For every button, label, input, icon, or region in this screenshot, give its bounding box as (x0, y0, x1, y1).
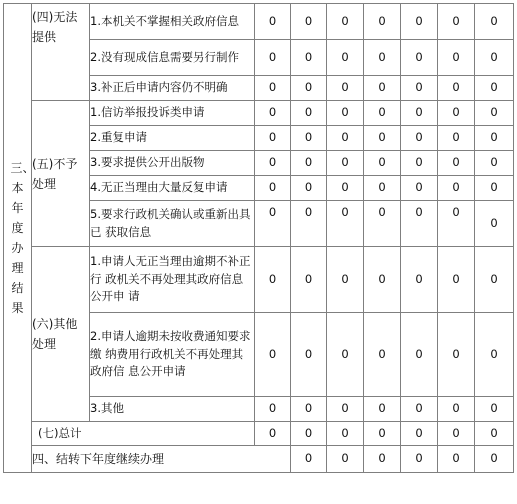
value: 0 (415, 425, 423, 440)
item-cell (90, 40, 255, 76)
item-cell (90, 126, 255, 151)
value-cell (475, 247, 514, 313)
value: 0 (490, 155, 498, 170)
value-cell (327, 446, 364, 473)
value: 0 (452, 49, 460, 64)
value: 0 (378, 105, 386, 120)
value-cell (364, 446, 401, 473)
value-cell (438, 40, 475, 76)
value: 0 (378, 180, 386, 195)
item-text: 5.要求行政机关确认或重新出具已 获取信息 (90, 206, 251, 239)
value-cell (327, 313, 364, 397)
value-cell (364, 101, 401, 126)
value: 0 (415, 130, 423, 145)
value-cell (401, 40, 438, 76)
value-cell (291, 76, 327, 101)
section-four-label: 四、结转下年度继续办理 (32, 451, 165, 466)
value-cell (438, 76, 475, 101)
value: 0 (304, 205, 313, 219)
category-label: (六)其他处理 (32, 317, 78, 351)
value: 0 (304, 180, 313, 195)
item-cell (90, 201, 255, 247)
value: 0 (304, 401, 313, 416)
value-cell (364, 201, 401, 247)
value: 0 (452, 425, 460, 440)
item-text: 4.无正当理由大量反复申请 (90, 180, 228, 195)
item-cell (90, 151, 255, 176)
value: 0 (452, 180, 460, 195)
value: 0 (378, 346, 386, 361)
value-cell (401, 4, 438, 40)
value-cell (364, 151, 401, 176)
category-cell (32, 4, 90, 101)
value-cell (401, 176, 438, 201)
value: 0 (378, 130, 386, 145)
category-label: (四)无法提供 (32, 10, 78, 44)
section-three-text: 三、本年度办理结果 (10, 161, 35, 315)
value: 0 (415, 80, 423, 95)
value: 0 (341, 271, 349, 286)
value-cell (291, 397, 327, 422)
category-cell (32, 247, 90, 422)
value: 0 (268, 271, 277, 286)
value: 0 (415, 346, 423, 361)
value: 0 (415, 13, 423, 28)
value-cell (401, 126, 438, 151)
value: 0 (268, 80, 277, 95)
value-cell (364, 40, 401, 76)
value-cell (475, 101, 514, 126)
value-cell (438, 176, 475, 201)
value: 0 (490, 346, 498, 361)
value-cell (475, 446, 514, 473)
value-cell (327, 422, 364, 446)
item-text: 2.重复申请 (90, 130, 147, 145)
value: 0 (452, 80, 460, 95)
value: 0 (415, 451, 423, 466)
value-cell (401, 201, 438, 247)
value: 0 (490, 451, 498, 466)
value: 0 (304, 271, 313, 286)
value-cell (475, 126, 514, 151)
item-cell (90, 247, 255, 313)
section-three-label (4, 4, 35, 473)
value: 0 (452, 205, 460, 219)
value: 0 (268, 130, 277, 145)
value: 0 (378, 155, 386, 170)
item-text: 3.补正后申请内容仍不明确 (90, 80, 228, 95)
value-cell (291, 101, 327, 126)
value-cell (475, 4, 514, 40)
value: 0 (304, 130, 313, 145)
value-cell (291, 422, 327, 446)
item-cell (90, 397, 255, 422)
value-cell (401, 397, 438, 422)
value-cell (255, 397, 291, 422)
value: 0 (341, 401, 349, 416)
value-cell (327, 40, 364, 76)
value-cell (327, 151, 364, 176)
value: 0 (415, 205, 423, 219)
category-label: (五)不予处理 (32, 156, 78, 191)
value-cell (401, 247, 438, 313)
value-cell (475, 397, 514, 422)
value: 0 (452, 105, 460, 120)
section-four-label-cell (32, 446, 291, 473)
value-cell (255, 4, 291, 40)
value: 0 (378, 49, 386, 64)
value-cell (255, 101, 291, 126)
value: 0 (304, 105, 313, 120)
value: 0 (415, 49, 423, 64)
category-cell (32, 101, 90, 247)
value: 0 (490, 130, 498, 145)
value: 0 (452, 401, 460, 416)
value: 0 (378, 205, 386, 219)
item-text: 2.申请人逾期未按收费通知要求缴 纳费用行政机关不再处理其政府信 息公开申请 (90, 328, 251, 379)
value: 0 (341, 180, 349, 195)
value: 0 (415, 180, 423, 195)
value: 0 (452, 451, 460, 466)
value-cell (291, 126, 327, 151)
value-cell (291, 151, 327, 176)
value-cell (438, 4, 475, 40)
value-cell (438, 313, 475, 397)
value-cell (255, 201, 291, 247)
value-cell (401, 313, 438, 397)
value: 0 (490, 13, 498, 28)
value-cell (401, 76, 438, 101)
value: 0 (268, 346, 277, 361)
total-label-cell (32, 422, 255, 446)
item-text: 1.本机关不掌握相关政府信息 (90, 13, 239, 28)
value-cell (475, 151, 514, 176)
value-cell (438, 201, 475, 247)
value-cell (364, 397, 401, 422)
value-cell (364, 422, 401, 446)
value-cell (327, 4, 364, 40)
value: 0 (378, 13, 386, 28)
value-cell (255, 40, 291, 76)
value-cell (475, 40, 514, 76)
value: 0 (341, 80, 349, 95)
value-cell (438, 151, 475, 176)
value-cell (327, 126, 364, 151)
value: 0 (490, 425, 498, 440)
value: 0 (378, 451, 386, 466)
item-text: 2.没有现成信息需要另行制作 (90, 49, 239, 64)
value-cell (255, 76, 291, 101)
value: 0 (304, 346, 313, 361)
value-cell (475, 76, 514, 101)
value: 0 (268, 13, 277, 28)
value-cell (475, 422, 514, 446)
value: 0 (452, 155, 460, 170)
value-cell (255, 313, 291, 397)
item-cell (90, 313, 255, 397)
table-row (4, 101, 514, 126)
value: 0 (341, 155, 349, 170)
value: 0 (490, 401, 498, 416)
value-cell (401, 422, 438, 446)
value: 0 (268, 49, 277, 64)
table-row (4, 4, 514, 40)
value: 0 (490, 80, 498, 95)
value: 0 (452, 271, 460, 286)
value-cell (291, 313, 327, 397)
value-cell (438, 126, 475, 151)
value-cell (255, 176, 291, 201)
value-cell (438, 397, 475, 422)
item-text: 1.信访举报投诉类申请 (90, 105, 205, 120)
value-cell (475, 176, 514, 201)
value: 0 (341, 451, 349, 466)
value-cell (327, 176, 364, 201)
value: 0 (341, 130, 349, 145)
value: 0 (490, 271, 498, 286)
value: 0 (268, 105, 277, 120)
value-cell (438, 247, 475, 313)
value: 0 (304, 155, 313, 170)
value: 0 (452, 130, 460, 145)
value-cell (475, 201, 514, 247)
value: 0 (378, 425, 386, 440)
value: 0 (490, 49, 498, 64)
value-cell (401, 446, 438, 473)
statistics-table (3, 3, 514, 473)
value-cell (291, 176, 327, 201)
value: 0 (268, 205, 277, 219)
value-cell (255, 422, 291, 446)
value: 0 (304, 13, 313, 28)
value: 0 (490, 105, 498, 120)
value: 0 (341, 49, 349, 64)
value: 0 (341, 346, 349, 361)
value: 0 (490, 215, 498, 230)
item-cell (90, 76, 255, 101)
value-cell (255, 247, 291, 313)
value: 0 (490, 180, 498, 195)
value: 0 (268, 401, 277, 416)
value: 0 (415, 401, 423, 416)
value-cell (364, 176, 401, 201)
value: 0 (415, 105, 423, 120)
value-cell (364, 247, 401, 313)
table-row (4, 247, 514, 313)
value: 0 (304, 49, 313, 64)
value-cell (291, 40, 327, 76)
value: 0 (452, 13, 460, 28)
value: 0 (304, 80, 313, 95)
value-cell (475, 313, 514, 397)
value-cell (401, 151, 438, 176)
value: 0 (452, 346, 460, 361)
value: 0 (268, 155, 277, 170)
item-text: 3.要求提供公开出版物 (90, 155, 205, 170)
value-cell (327, 201, 364, 247)
value-cell (291, 247, 327, 313)
value-cell (438, 446, 475, 473)
total-label: (七)总计 (38, 425, 82, 440)
value-cell (291, 201, 327, 247)
value: 0 (341, 105, 349, 120)
item-cell (90, 4, 255, 40)
value: 0 (415, 155, 423, 170)
table-row (4, 446, 514, 473)
value: 0 (341, 425, 349, 440)
value-cell (291, 4, 327, 40)
value: 0 (268, 180, 277, 195)
item-text: 3.其他 (90, 401, 124, 416)
value: 0 (378, 80, 386, 95)
value-cell (401, 101, 438, 126)
value-cell (364, 4, 401, 40)
value: 0 (378, 271, 386, 286)
item-text: 1.申请人无正当理由逾期不补正行 政机关不再处理其政府信息公开申 请 (90, 253, 251, 304)
value-cell (364, 313, 401, 397)
value-cell (438, 101, 475, 126)
value: 0 (341, 13, 349, 28)
value-cell (255, 151, 291, 176)
value-cell (364, 76, 401, 101)
value-cell (327, 101, 364, 126)
value: 0 (304, 451, 313, 466)
value-cell (327, 76, 364, 101)
item-cell (90, 101, 255, 126)
value: 0 (378, 401, 386, 416)
value-cell (255, 126, 291, 151)
value: 0 (341, 205, 349, 219)
value: 0 (268, 425, 277, 440)
value-cell (327, 397, 364, 422)
value-cell (291, 446, 327, 473)
value: 0 (415, 271, 423, 286)
value: 0 (304, 425, 313, 440)
item-cell (90, 176, 255, 201)
table-row (4, 422, 514, 446)
value-cell (327, 247, 364, 313)
value-cell (438, 422, 475, 446)
value-cell (364, 126, 401, 151)
